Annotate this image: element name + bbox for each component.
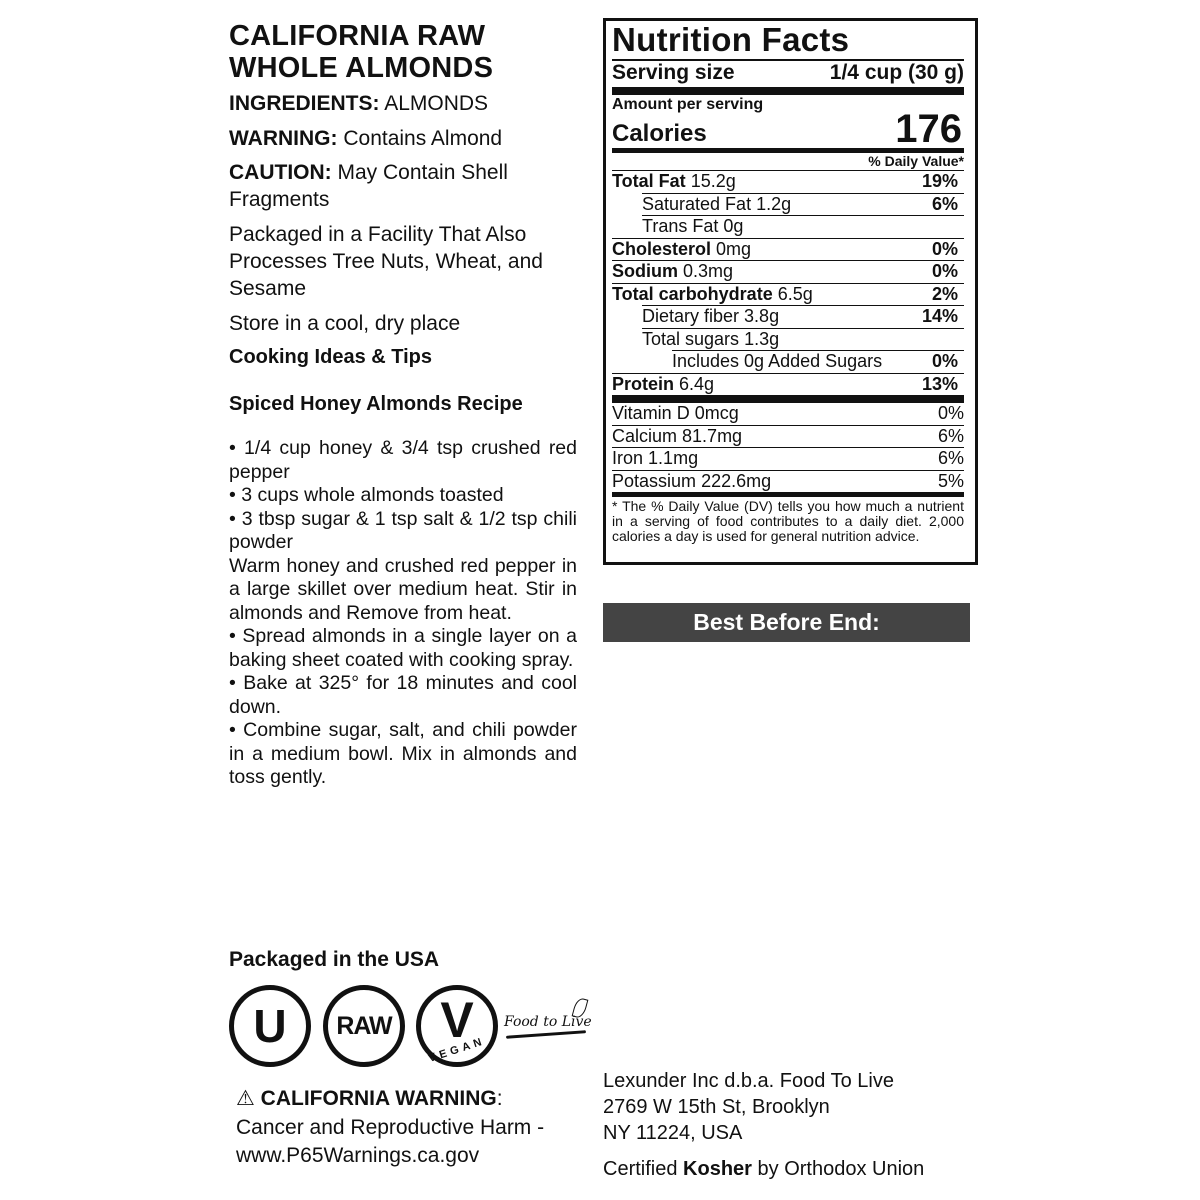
nutrient-dv: 14%	[921, 306, 958, 326]
nutrient-amount: 0mg	[716, 238, 752, 259]
nutrient-amount: 15.2g	[690, 171, 736, 191]
nutrient-amount: 0g	[723, 216, 744, 236]
vitamin-name: Calcium	[612, 425, 678, 446]
nutrition-facts-panel	[603, 18, 978, 565]
daily-value-footnote: * The % Daily Value (DV) tells you how much a nutrient in a serving of food contributes to a daily diet. 2,000 calories a day is used for general nutrition advice.	[612, 498, 964, 544]
daily-value-header: % Daily Value*	[868, 153, 964, 169]
nutrient-name: Dietary fiber	[642, 306, 740, 326]
recipe-steps	[229, 437, 577, 790]
calories-row	[612, 107, 964, 151]
serving-size-row	[612, 61, 964, 85]
nutrient-amount: 6.5g	[777, 283, 813, 304]
nutrient-dv: 0%	[931, 261, 958, 281]
allergen-warning	[229, 125, 577, 152]
vitamin-amount: 1.1mg	[648, 448, 699, 468]
kosher-ou-icon	[229, 985, 311, 1067]
nutrient-row-dietary-fiber	[642, 306, 964, 328]
nutrient-dv: 0%	[931, 351, 958, 371]
packaged-in-usa: Packaged in the USA	[229, 948, 440, 971]
nutrient-name: Trans Fat	[642, 216, 719, 236]
recipe-line: • 1/4 cup honey & 3/4 tsp crushed red pepper	[229, 437, 577, 483]
vegan-letter: V	[440, 992, 474, 1048]
street-address: 2769 W 15th St, Brooklyn	[603, 1096, 830, 1118]
food-to-live-logo	[504, 1000, 596, 1040]
storage-instructions: Store in a cool, dry place	[229, 312, 461, 335]
p65-link[interactable]: www.P65Warnings.ca.gov	[236, 1144, 480, 1167]
recipe-line: Warm honey and crushed red pepper in a large skillet over medium heat. Stir in almonds and Remove from heat.	[229, 554, 577, 624]
recipe-line: • Bake at 325° for 18 minutes and cool down.	[229, 672, 577, 718]
swoosh-icon	[506, 1030, 586, 1039]
nutrient-dv: 2%	[931, 283, 958, 304]
vitamin-dv: 6%	[937, 448, 964, 468]
nutrient-amount: 6.4g	[679, 373, 715, 394]
nutrient-name: Cholesterol	[612, 238, 712, 259]
recipe-line: • Spread almonds in a single layer on a baking sheet coated with cooking spray.	[229, 625, 577, 671]
california-warning-label: CALIFORNIA WARNING	[260, 1087, 497, 1110]
ingredients-label: INGREDIENTS:	[229, 92, 380, 115]
nutrient-row-trans-fat	[642, 216, 964, 238]
recipe-line: • 3 cups whole almonds toasted	[229, 484, 504, 506]
serving-size-label: Serving size	[612, 61, 735, 84]
manufacturer-address	[603, 1068, 894, 1146]
product-title-line2: WHOLE ALMONDS	[229, 52, 494, 84]
calories-label: Calories	[612, 120, 707, 147]
vitamin-name: Potassium	[612, 470, 697, 491]
california-warning-text: Cancer and Reproductive Harm -	[236, 1116, 545, 1139]
nutrient-amount: 1.2g	[756, 193, 792, 214]
nutrient-row-cholesterol	[612, 239, 964, 261]
tips-heading: Cooking Ideas & Tips	[229, 346, 432, 368]
vitamin-amount: 81.7mg	[682, 425, 743, 446]
nutrient-row-total-carbohydrate	[612, 284, 964, 306]
vitamin-name: Iron	[612, 448, 644, 468]
warning-value: Contains Almond	[343, 127, 503, 150]
vitamin-dv: 0%	[937, 403, 964, 423]
vitamin-amount: 0mcg	[694, 403, 739, 423]
calories-value: 176	[895, 107, 962, 151]
vitamin-amount: 222.6mg	[701, 470, 772, 491]
nutrient-amount: 1.3g	[744, 328, 780, 349]
colon: :	[496, 1087, 503, 1110]
ingredients	[229, 90, 577, 117]
facility-statement: Packaged in a Facility That Also Processes Tree Nuts, Wheat, and Sesame	[229, 223, 543, 300]
brand-logo-text: Food to Live	[504, 1014, 592, 1030]
warning-triangle-icon: ⚠	[236, 1087, 255, 1110]
kosher-word: Kosher	[683, 1158, 752, 1180]
california-warning	[236, 1086, 591, 1170]
kosher-letter: U	[253, 1000, 287, 1052]
nutrient-dv: 0%	[931, 238, 958, 259]
caution-label: CAUTION:	[229, 161, 332, 184]
nutrient-name: Includes 0g Added Sugars	[672, 351, 883, 371]
nutrient-name: Total sugars	[642, 328, 740, 349]
vitamin-name: Vitamin D	[612, 403, 690, 423]
raw-text: RAW	[336, 1011, 392, 1040]
nutrient-row-sodium	[612, 261, 964, 283]
vitamin-dv: 5%	[937, 470, 964, 491]
vegan-text: VEGAN	[427, 1035, 487, 1065]
vitamin-row-vitamin-d	[612, 403, 964, 425]
nutrient-dv: 13%	[921, 373, 958, 394]
ingredients-value: ALMONDS	[384, 92, 489, 115]
kosher-suffix: by Orthodox Union	[757, 1158, 925, 1180]
nutrient-name: Total Fat	[612, 171, 686, 191]
caution-notice	[229, 159, 577, 213]
nutrient-name: Saturated Fat	[642, 193, 752, 214]
warning-label: WARNING:	[229, 127, 338, 150]
product-info-column	[229, 20, 577, 790]
caution-value: May Contain Shell Fragments	[229, 161, 508, 211]
raw-badge-icon	[323, 985, 405, 1067]
product-title-line1: CALIFORNIA RAW	[229, 20, 486, 52]
recipe-title: Spiced Honey Almonds Recipe	[229, 393, 523, 415]
serving-size-value: 1/4 cup (30 g)	[829, 61, 964, 84]
nutrient-row-saturated-fat	[642, 194, 964, 216]
best-before-bar: Best Before End:	[603, 603, 970, 642]
vegan-badge-icon	[416, 985, 498, 1067]
nutrition-title: Nutrition Facts	[612, 21, 850, 58]
nutrient-row-protein	[612, 374, 964, 396]
vitamin-row-potassium	[612, 471, 964, 493]
nutrient-amount: 0.3mg	[683, 261, 734, 281]
vitamin-row-calcium	[612, 426, 964, 448]
recipe-line: • Combine sugar, salt, and chili powder in a medium bowl. Mix in almonds and toss gently.	[229, 719, 577, 788]
nutrient-name: Total carbohydrate	[612, 283, 773, 304]
nutrient-row-total-sugars	[642, 329, 964, 351]
vitamin-dv: 6%	[937, 425, 964, 446]
nutrient-name: Protein	[612, 373, 675, 394]
kosher-prefix: Certified	[603, 1158, 678, 1180]
city-state-zip: NY 11224, USA	[603, 1122, 743, 1144]
kosher-certification	[603, 1156, 924, 1182]
company-name: Lexunder Inc d.b.a. Food To Live	[603, 1070, 894, 1092]
recipe-line: • 3 tbsp sugar & 1 tsp salt & 1/2 tsp chili powder	[229, 507, 577, 553]
nutrient-name: Sodium	[612, 261, 678, 281]
nutrient-dv: 19%	[921, 171, 958, 191]
nutrient-amount: 3.8g	[744, 306, 780, 326]
amount-per-serving: Amount per serving	[612, 96, 764, 113]
nutrient-row-total-fat	[612, 171, 964, 193]
nutrient-dv: 6%	[931, 193, 958, 214]
nutrient-row-added-sugars	[672, 351, 964, 373]
vitamin-row-iron	[612, 448, 964, 470]
